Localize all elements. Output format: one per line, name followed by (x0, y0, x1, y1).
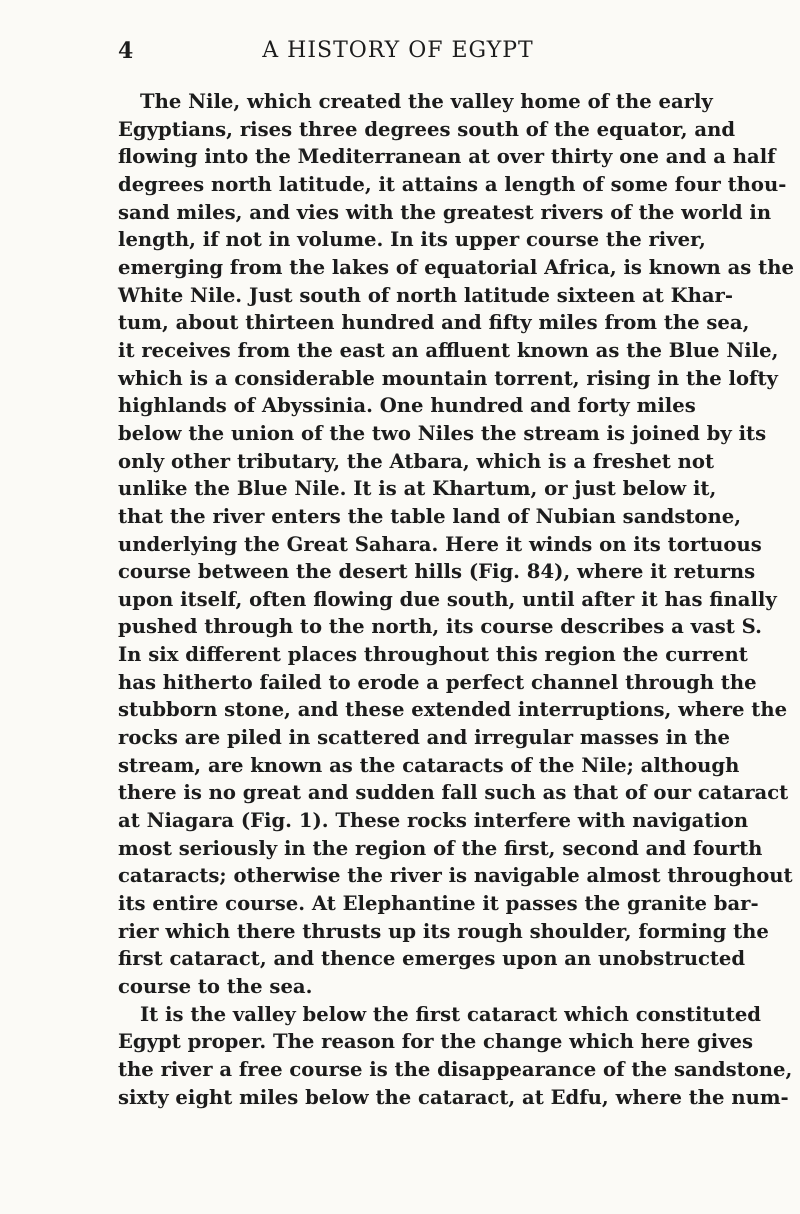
text-line: highlands of Abyssinia. One hundred and forty miles (118, 394, 696, 418)
text-line: at Niagara (Fig. 1). These rocks interfere with navigation (118, 809, 749, 833)
text-line: course between the desert hills (Fig. 84), where it returns (118, 560, 756, 584)
text-line: The Nile, which created the valley home of the early (140, 90, 713, 113)
text-line: sand miles, and vies with the greatest rivers of the world in (118, 200, 772, 224)
text-line: rier which there thrusts up its rough shoulder, forming the (118, 919, 769, 943)
text-line: first cataract, and thence emerges upon an unobstructed (118, 947, 746, 971)
text-line: there is no great and sudden fall such as that of our cataract (118, 781, 789, 805)
text-line: tum, about thirteen hundred and fifty miles from the sea, (118, 311, 750, 335)
text-line: stubborn stone, and these extended interruptions, where the (118, 698, 788, 722)
text-line: pushed through to the north, its course describes a vast S. (118, 615, 762, 639)
running-head (118, 38, 678, 68)
text-line: It is the valley below the first cataract which constituted (140, 1002, 762, 1026)
text-line: only other tributary, the Atbara, which is a freshet not (118, 449, 715, 473)
text-line: In six different places throughout this region the current (118, 643, 748, 667)
text-line: Egyptians, rises three degrees south of the equator, and (118, 117, 736, 141)
text-line: length, if not in volume. In its upper course the river, (118, 228, 706, 252)
text-line: which is a considerable mountain torrent, rising in the lofty (118, 366, 778, 390)
text-line: has hitherto failed to erode a perfect channel through the (118, 670, 757, 694)
text-line: flowing into the Mediterranean at over thirty one and a half (118, 145, 776, 169)
text-line: unlike the Blue Nile. It is at Khartum, or just below it, (118, 477, 717, 501)
text-line: that the river enters the table land of Nubian sandstone, (118, 504, 742, 528)
text-line: rocks are piled in scattered and irregular masses in the (118, 726, 731, 750)
text-line: stream, are known as the cataracts of the Nile; although (118, 753, 740, 777)
text-line: degrees north latitude, it attains a length of some four thou- (118, 172, 787, 196)
text-line: cataracts; otherwise the river is navigable almost throughout (118, 864, 793, 888)
text-line: sixty eight miles below the cataract, at Edfu, where the num- (118, 1085, 789, 1109)
text-line: Egypt proper. The reason for the change which here gives (118, 1030, 754, 1054)
text-line: most seriously in the region of the first, second and fourth (118, 836, 763, 860)
text-line: emerging from the lakes of equatorial Africa, is known as the (118, 255, 794, 279)
page-number: 4 (118, 38, 134, 64)
text-line: it receives from the east an affluent known as the Blue Nile, (118, 338, 779, 362)
text-line: underlying the Great Sahara. Here it winds on its tortuous (118, 532, 762, 556)
body-text (118, 88, 794, 1111)
text-line: course to the sea. (118, 975, 313, 998)
text-line: the river a free course is the disappearance of the sandstone, (118, 1057, 793, 1081)
text-line: below the union of the two Niles the stream is joined by its (118, 421, 767, 445)
text-line: its entire course. At Elephantine it passes the granite bar- (118, 892, 759, 916)
text-line: upon itself, often flowing due south, until after it has finally (118, 587, 777, 611)
text-line: White Nile. Just south of north latitude sixteen at Khar- (118, 283, 734, 307)
running-title: A HISTORY OF EGYPT (262, 38, 534, 63)
